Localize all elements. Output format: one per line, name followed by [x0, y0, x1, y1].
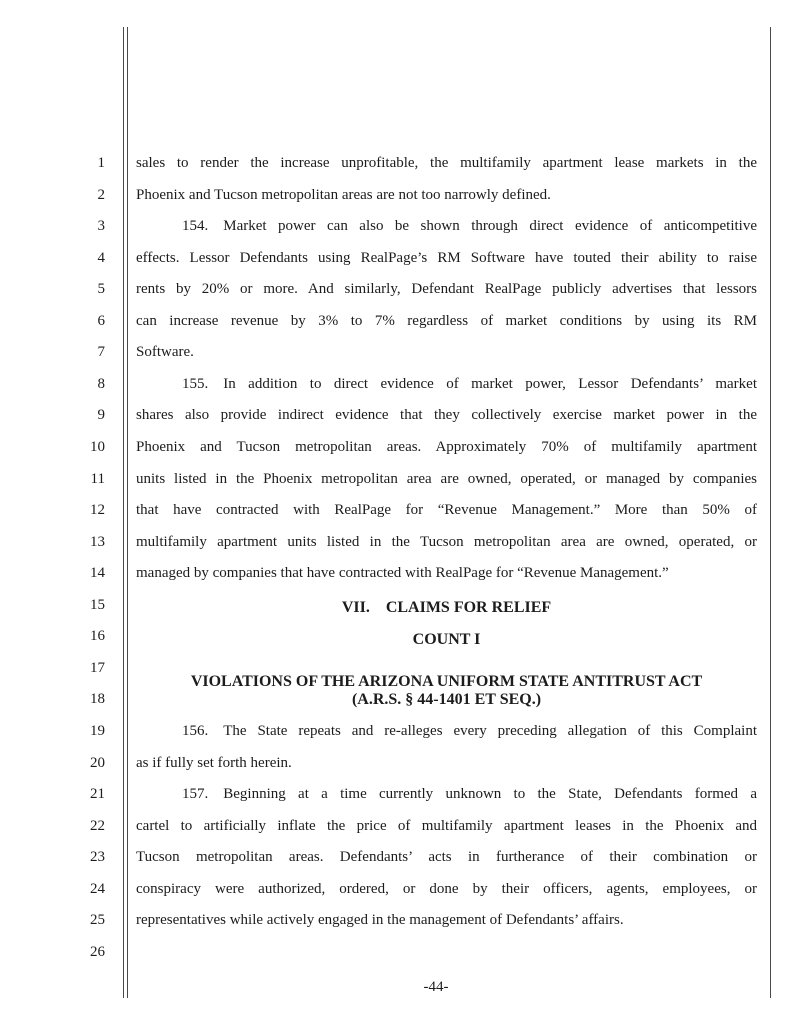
body-line: shares also provide indirect evidence that they collectively exercise market power in the	[136, 407, 757, 423]
body-line: Phoenix and Tucson metropolitan areas. Approximately 70% of multifamily apartment	[136, 439, 757, 455]
violations-heading-line-1: VIOLATIONS OF THE ARIZONA UNIFORM STATE ANTITRUST ACT	[190, 673, 703, 690]
left-double-rule	[123, 27, 128, 998]
line-number: 25	[90, 912, 105, 928]
body-line: 157. Beginning at a time currently unknown to the State, Defendants formed a	[182, 786, 757, 802]
body-line: 154. Market power can also be shown through direct evidence of anticompetitive	[182, 218, 757, 234]
line-number: 4	[97, 250, 105, 266]
line-number: 13	[90, 534, 105, 550]
right-rule	[770, 27, 771, 998]
line-number: 5	[97, 281, 105, 297]
count-heading: COUNT I	[412, 631, 481, 648]
body-line: 156. The State repeats and re-alleges every preceding allegation of this Complaint	[182, 723, 757, 739]
claims-for-relief-heading: VII. CLAIMS FOR RELIEF	[341, 599, 552, 616]
body-line: cartel to artificially inflate the price of multifamily apartment leases in the Phoenix and	[136, 818, 757, 834]
line-number: 14	[90, 565, 105, 581]
body-line: representatives while actively engaged in the management of Defendants’ affairs.	[136, 912, 624, 928]
line-number: 24	[90, 881, 105, 897]
body-line: as if fully set forth herein.	[136, 755, 292, 771]
body-line: that have contracted with RealPage for “Revenue Management.” More than 50% of	[136, 502, 757, 518]
line-number: 6	[97, 313, 105, 329]
body-line: managed by companies that have contracted with RealPage for “Revenue Management.”	[136, 565, 669, 581]
line-number: 8	[97, 376, 105, 392]
body-line: rents by 20% or more. And similarly, Defendant RealPage publicly advertises that lessors	[136, 281, 757, 297]
body-line: can increase revenue by 3% to 7% regardless of market conditions by using its RM	[136, 313, 757, 329]
body-line: effects. Lessor Defendants using RealPage’s RM Software have touted their ability to raise	[136, 250, 757, 266]
line-number: 26	[90, 944, 105, 960]
line-number: 22	[90, 818, 105, 834]
line-number: 3	[97, 218, 105, 234]
body-line: 155. In addition to direct evidence of market power, Lessor Defendants’ market	[182, 376, 757, 392]
body-line: multifamily apartment units listed in the Tucson metropolitan area are owned, operated, or	[136, 534, 757, 550]
line-number: 2	[97, 187, 105, 203]
violations-heading-line-2: (A.R.S. § 44-1401 ET SEQ.)	[351, 691, 542, 708]
line-number: 11	[90, 471, 105, 487]
body-line: sales to render the increase unprofitable, the multifamily apartment lease markets in the	[136, 155, 757, 171]
line-number: 23	[90, 849, 105, 865]
body-line: Tucson metropolitan areas. Defendants’ acts in furtherance of their combination or	[136, 849, 757, 865]
line-number: 20	[90, 755, 105, 771]
line-number: 9	[97, 407, 105, 423]
line-number: 12	[90, 502, 105, 518]
line-number: 10	[90, 439, 105, 455]
line-number: 18	[90, 691, 105, 707]
page-number: -44-	[423, 979, 449, 995]
line-number: 19	[90, 723, 105, 739]
body-line: conspiracy were authorized, ordered, or done by their officers, agents, employees, or	[136, 881, 757, 897]
body-line: Software.	[136, 344, 194, 360]
line-number: 15	[90, 597, 105, 613]
line-number: 17	[90, 660, 105, 676]
line-number: 21	[90, 786, 105, 802]
line-number: 16	[90, 628, 105, 644]
line-number: 1	[97, 155, 105, 171]
line-number: 7	[97, 344, 105, 360]
body-line: Phoenix and Tucson metropolitan areas are not too narrowly defined.	[136, 187, 551, 203]
body-line: units listed in the Phoenix metropolitan area are owned, operated, or managed by companies	[136, 471, 757, 487]
